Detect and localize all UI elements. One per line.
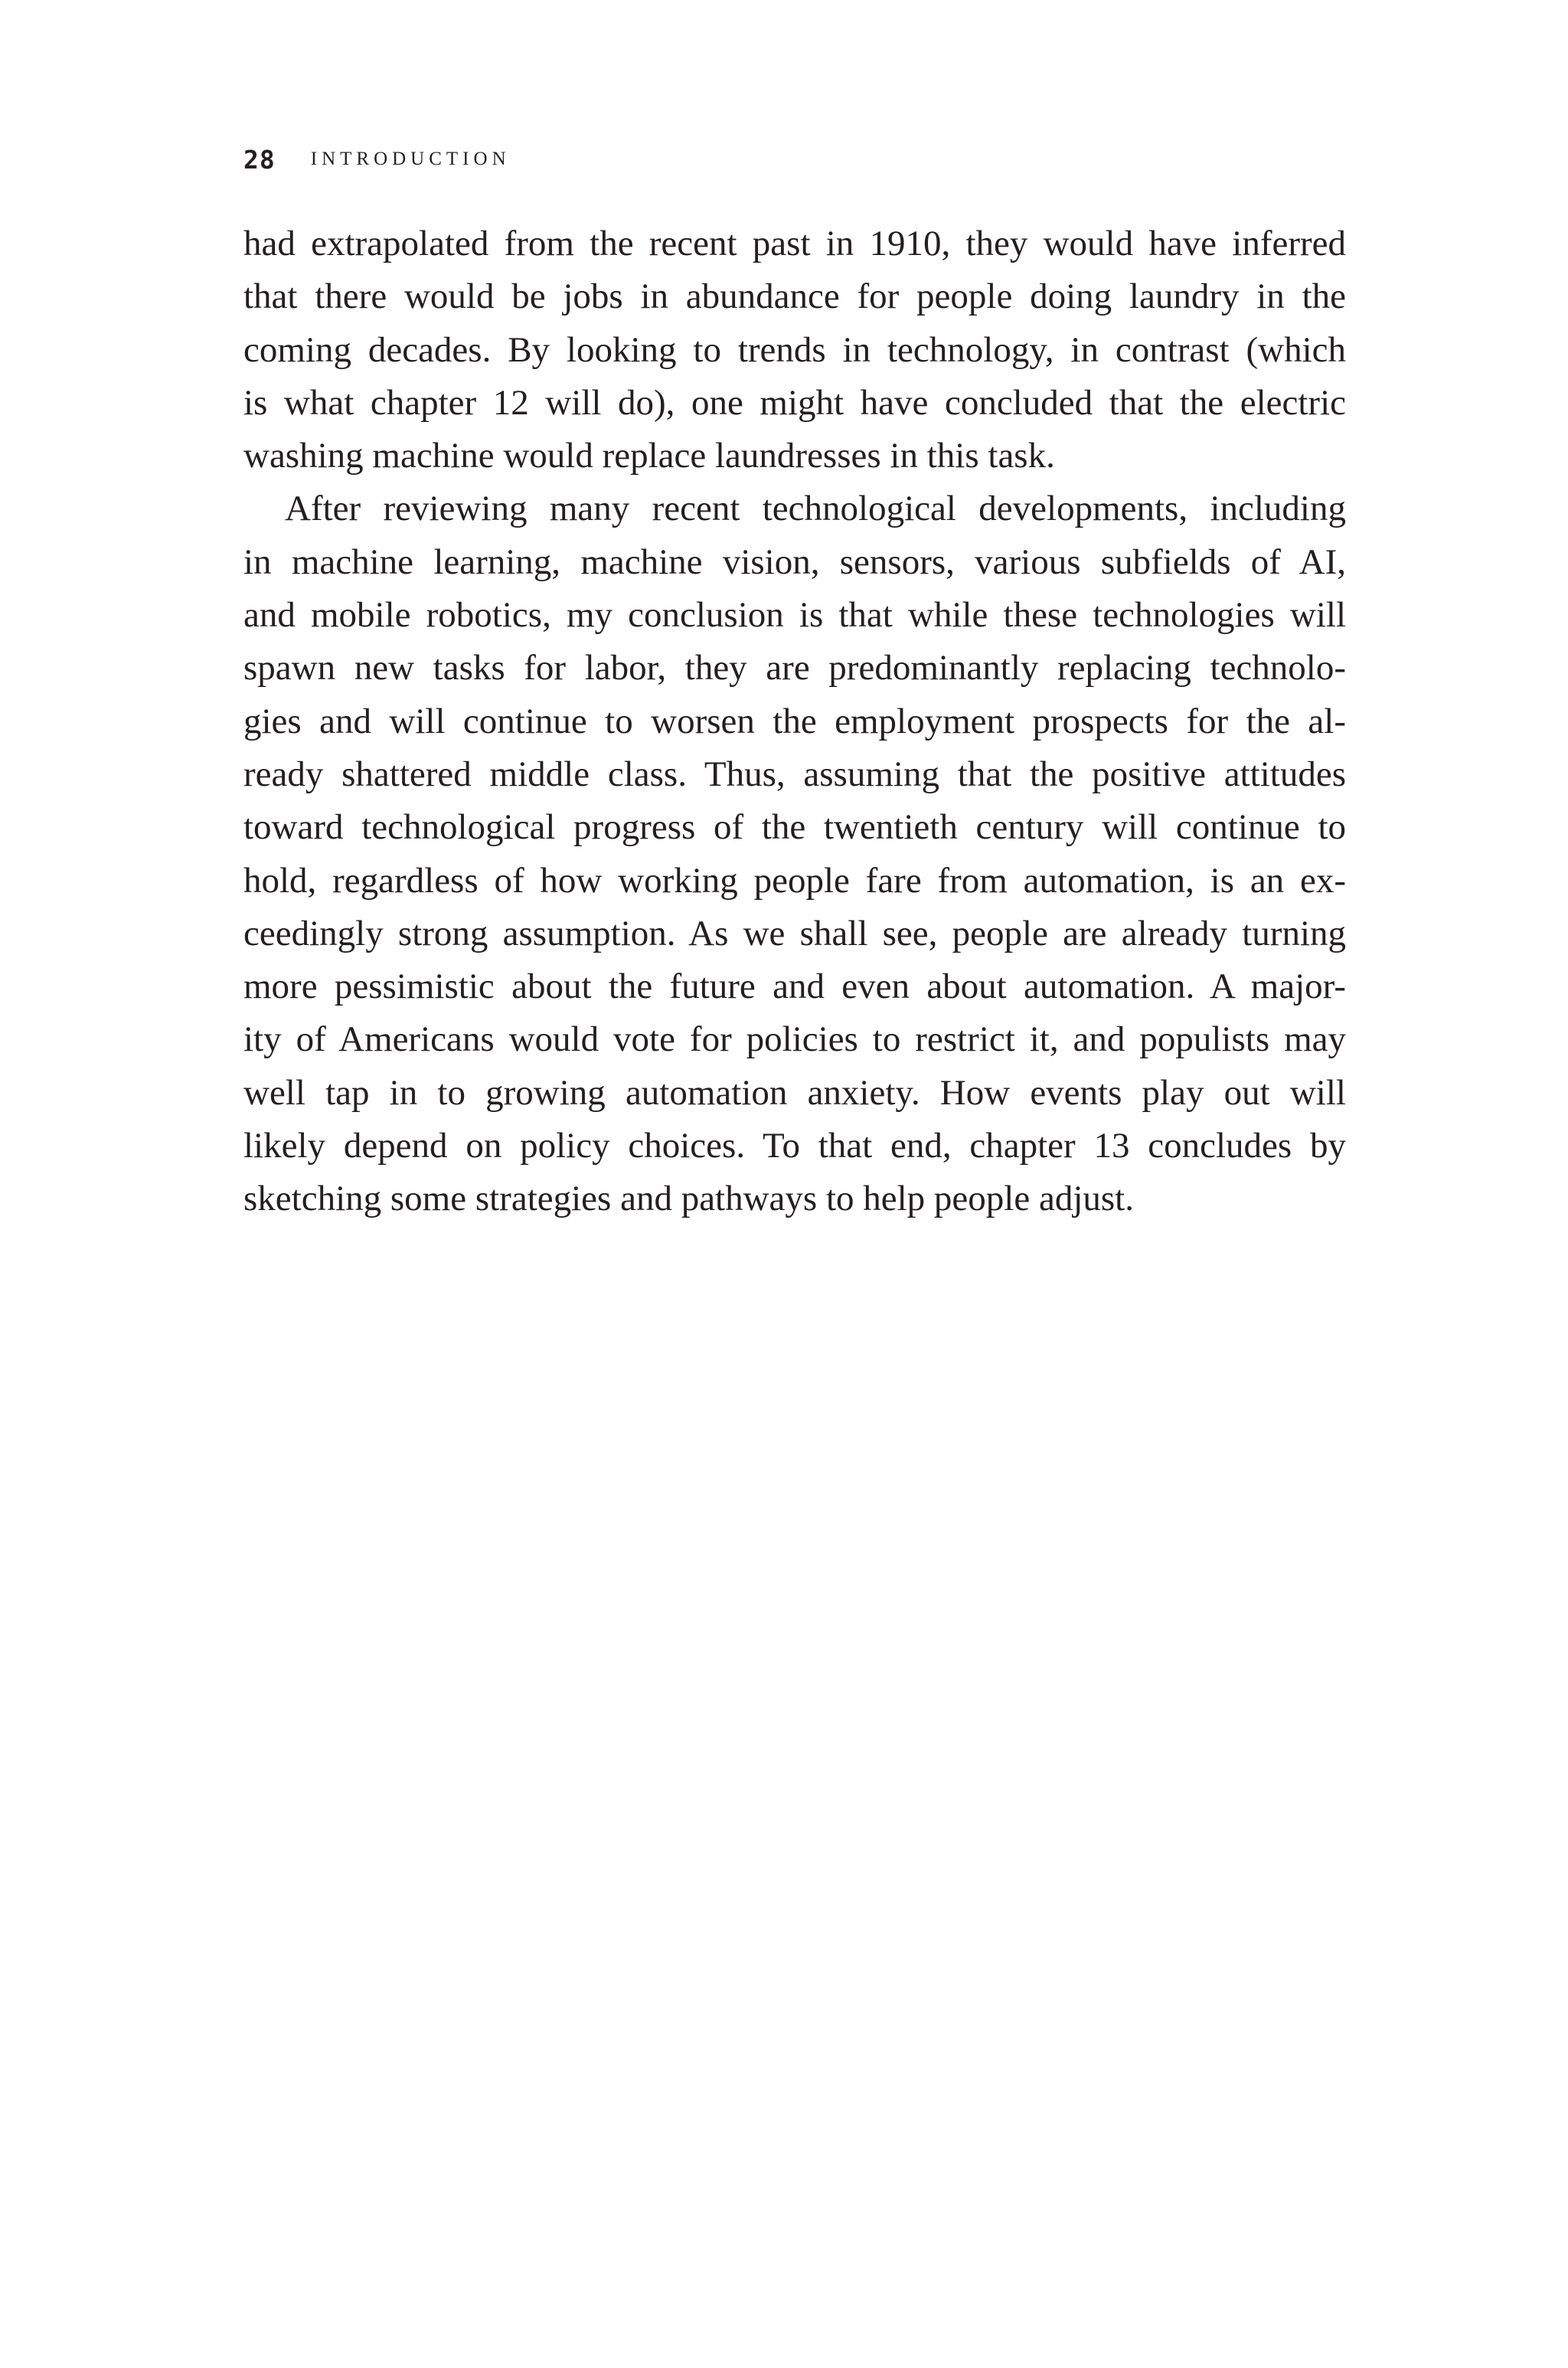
text-line: had extrapolated from the recent past in 1910, they would have inferred	[243, 224, 1346, 263]
text-line: and mobile robotics, my conclusion is that while these technologies will	[243, 595, 1346, 636]
text-line: After reviewing many recent technological developments, including	[285, 489, 1346, 529]
text-line: hold, regardless of how working people fare from automation, is an ex-	[243, 860, 1346, 901]
text-line: coming decades. By looking to trends in technology, in contrast (which	[243, 329, 1346, 370]
text-line: that there would be jobs in abundance for people doing laundry in the	[243, 276, 1346, 317]
text-line: ceedingly strong assumption. As we shall see, people are already turning	[243, 913, 1346, 953]
text-line: gies and will continue to worsen the employment prospects for the al-	[243, 701, 1346, 741]
text-line: well tap in to growing automation anxiety. How events play out will	[243, 1072, 1346, 1113]
paragraph	[243, 482, 1346, 1225]
text-line: washing machine would replace laundresses in this task.	[243, 436, 1055, 476]
running-head	[243, 144, 511, 175]
text-line: is what chapter 12 will do), one might have concluded that the electric	[243, 382, 1346, 423]
paragraph	[243, 218, 1346, 482]
text-line: ity of Americans would vote for policies to restrict it, and populists may	[243, 1019, 1346, 1060]
text-line: toward technological progress of the twentieth century will continue to	[243, 807, 1346, 848]
running-head-section-title: INTRODUCTION	[310, 149, 511, 169]
page-number: 28	[243, 144, 276, 175]
text-line: spawn new tasks for labor, they are predominantly replacing technolo-	[243, 648, 1346, 688]
text-line: more pessimistic about the future and even about automation. A major-	[243, 966, 1346, 1007]
text-line: in machine learning, machine vision, sensors, various subfields of AI,	[243, 541, 1346, 582]
text-line: ready shattered middle class. Thus, assuming that the positive attitudes	[243, 754, 1346, 794]
text-line: sketching some strategies and pathways to help people adjust.	[243, 1179, 1134, 1219]
text-line: likely depend on policy choices. To that end, chapter 13 concludes by	[243, 1126, 1346, 1166]
body-text	[243, 218, 1346, 1226]
